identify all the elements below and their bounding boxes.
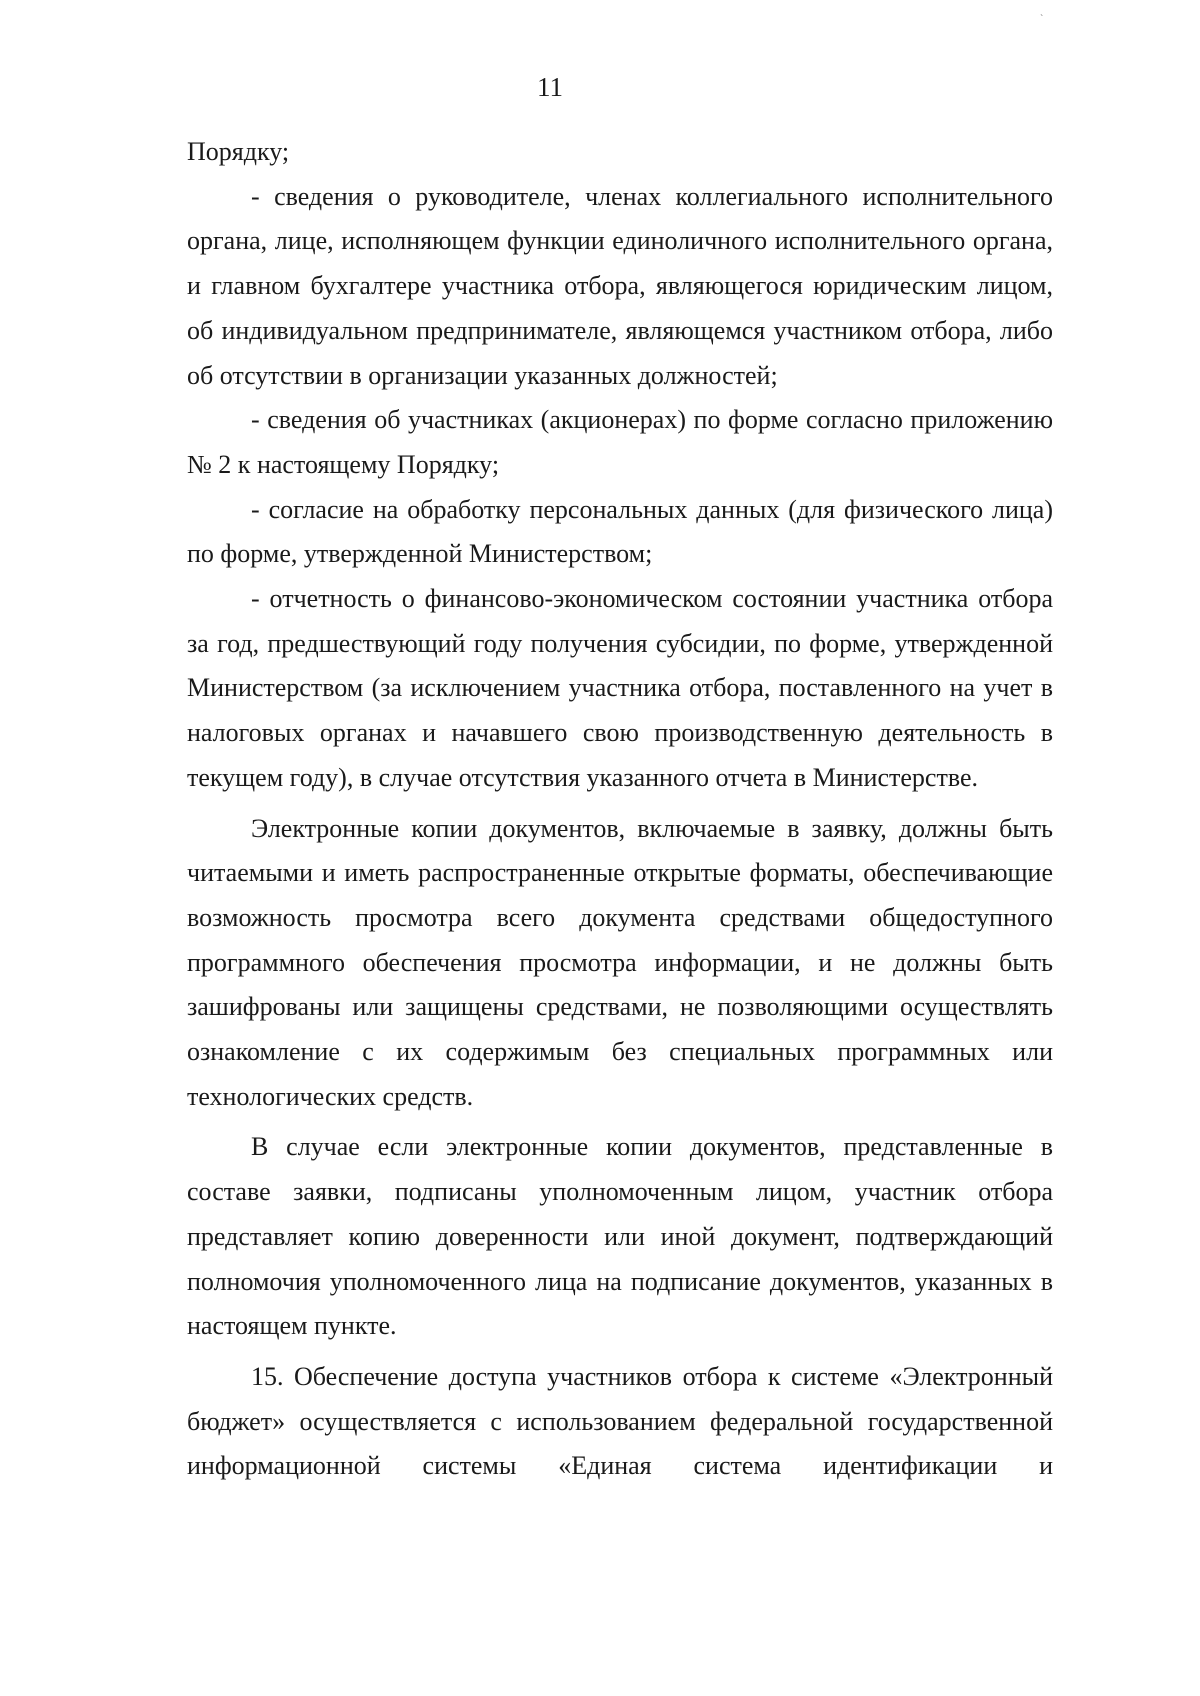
document-body	[187, 130, 1053, 1489]
page-number: 11	[537, 72, 563, 102]
paragraph-electronic-copies: Электронные копии документов, включаемые в заявку, должны быть читаемыми и иметь распространенные открытые форматы, обеспечивающие возможность просмотра всего документа средствами общедоступного программного обеспечения просмотра информации, и не должны быть зашифрованы или защищены средствами, не позволяющими осуществлять ознакомление с их содержимым без специальных программных или технологических средств.	[187, 813, 1053, 1111]
scan-corner-mark: `	[1040, 14, 1044, 25]
list-item-head-info: - сведения о руководителе, членах коллегиального исполнительного органа, лице, исполняющем функции единоличного исполнительного органа, и главном бухгалтере участника отбора, являющегося юридическим лицом, об индивидуальном предпринимателе, являющемся участником отбора, либо об отсутствии в организации указанных должностей;	[187, 181, 1053, 390]
list-item-shareholders: - сведения об участниках (акционерах) по форме согласно приложению № 2 к настоящему Порядку;	[187, 405, 1053, 479]
paragraph-authorized-person: В случае если электронные копии документов, представленные в составе заявки, подписаны уполномоченным лицом, участник отбора представляет копию доверенности или иной документ, подтверждающий полномочия уполномоченного лица на подписание документов, указанных в настоящем пункте.	[187, 1132, 1053, 1341]
list-item-consent: - согласие на обработку персональных данных (для физического лица) по форме, утвержденной Министерством;	[187, 494, 1053, 569]
paragraph-section-15: 15. Обеспечение доступа участников отбора к системе «Электронный бюджет» осуществляется с использованием федеральной государственной информационной системы «Единая система идентификации и	[187, 1361, 1053, 1481]
list-item-financial-report: - отчетность о финансово-экономическом состоянии участника отбора за год, предшествующий году получения субсидии, по форме, утвержденной Министерством (за исключением участника отбора, поставленного на учет в налоговых органах и начавшего свою производственную деятельность в текущем году), в случае отсутствия указанного отчета в Министерстве.	[187, 584, 1053, 792]
paragraph-continuation: Порядку;	[187, 137, 290, 166]
